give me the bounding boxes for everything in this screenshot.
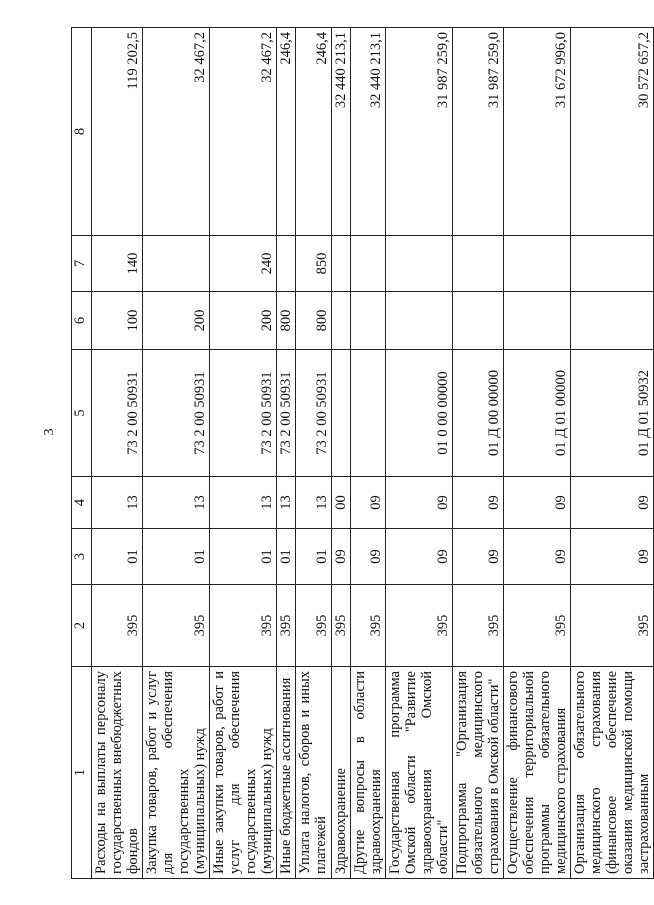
row-expense-subtype-cell: [571, 236, 654, 292]
row-amount-cell: 32 440 213,1: [351, 28, 386, 236]
row-section-cell: 09: [332, 529, 351, 585]
row-expense-type-cell: [332, 292, 351, 350]
row-target-article-cell: 73 2 00 50931: [296, 350, 332, 477]
row-expense-subtype-cell: [504, 236, 571, 292]
row-section-cell: 09: [386, 529, 453, 585]
row-subsection-cell: 13: [210, 477, 277, 529]
row-section-cell: 09: [351, 529, 386, 585]
row-amount-cell: 246,4: [277, 28, 296, 236]
page-number: 3: [42, 428, 57, 436]
row-subsection-cell: 13: [92, 477, 143, 529]
row-amount-cell: 31 672 996,0: [504, 28, 571, 236]
row-name-cell: Организация обязательного медицинского страхования (финансовое обеспечение оказания медицинской помощи застрахованным: [571, 667, 654, 879]
row-subsection-cell: 13: [296, 477, 332, 529]
row-code-cell: 395: [571, 585, 654, 667]
row-expense-subtype-cell: [143, 236, 210, 292]
row-code-cell: 395: [332, 585, 351, 667]
row-expense-subtype-cell: [332, 236, 351, 292]
row-amount-cell: 30 572 657,2: [571, 28, 654, 236]
row-name-cell: Осуществление финансового обеспечения территориальной программы обязательного медицинского страхования: [504, 667, 571, 879]
table-row: [277, 28, 296, 879]
row-name-cell: Иные бюджетные ассигнования: [277, 667, 296, 879]
table-row: [453, 28, 504, 879]
row-expense-type-cell: 100: [92, 292, 143, 350]
row-subsection-cell: 13: [277, 477, 296, 529]
row-section-cell: 09: [571, 529, 654, 585]
table-row: [351, 28, 386, 879]
row-target-article-cell: 01 0 00 00000: [386, 350, 453, 477]
row-expense-type-cell: [386, 292, 453, 350]
row-section-cell: 01: [277, 529, 296, 585]
row-subsection-cell: 09: [351, 477, 386, 529]
row-expense-type-cell: 200: [210, 292, 277, 350]
header-cell: 7: [72, 236, 92, 292]
row-amount-cell: 31 987 259,0: [453, 28, 504, 236]
row-target-article-cell: 73 2 00 50931: [210, 350, 277, 477]
row-subsection-cell: 09: [386, 477, 453, 529]
row-expense-subtype-cell: [277, 236, 296, 292]
row-name-cell: Иные закупки товаров, работ и услуг для обеспечения государственных (муниципальных) нужд: [210, 667, 277, 879]
row-code-cell: 395: [143, 585, 210, 667]
row-amount-cell: 32 467,2: [210, 28, 277, 236]
row-amount-cell: 32 440 213,1: [332, 28, 351, 236]
row-code-cell: 395: [386, 585, 453, 667]
row-target-article-cell: 73 2 00 50931: [143, 350, 210, 477]
table-row: [504, 28, 571, 879]
row-code-cell: 395: [210, 585, 277, 667]
row-amount-cell: 246,4: [296, 28, 332, 236]
row-code-cell: 395: [504, 585, 571, 667]
row-name-cell: Расходы на выплаты персоналу государственных внебюджетных фондов: [92, 667, 143, 879]
row-section-cell: 01: [92, 529, 143, 585]
row-expense-type-cell: [571, 292, 654, 350]
table-row: [332, 28, 351, 879]
row-section-cell: 09: [504, 529, 571, 585]
row-expense-subtype-cell: 240: [210, 236, 277, 292]
row-target-article-cell: 73 2 00 50931: [277, 350, 296, 477]
budget-table-page: [71, 28, 652, 879]
table-row: [92, 28, 143, 879]
row-expense-subtype-cell: [453, 236, 504, 292]
row-name-cell: Уплата налогов, сборов и иных платежей: [296, 667, 332, 879]
row-target-article-cell: 73 2 00 50931: [92, 350, 143, 477]
row-expense-subtype-cell: [351, 236, 386, 292]
table-row: [571, 28, 654, 879]
row-subsection-cell: 13: [143, 477, 210, 529]
row-target-article-cell: [351, 350, 386, 477]
header-cell: 8: [72, 28, 92, 236]
row-expense-type-cell: [453, 292, 504, 350]
row-target-article-cell: 01 Д 00 00000: [453, 350, 504, 477]
row-code-cell: 395: [277, 585, 296, 667]
row-amount-cell: 31 987 259,0: [386, 28, 453, 236]
row-expense-type-cell: 800: [277, 292, 296, 350]
row-expense-subtype-cell: [386, 236, 453, 292]
row-section-cell: 01: [143, 529, 210, 585]
row-section-cell: 09: [453, 529, 504, 585]
header-cell: 5: [72, 350, 92, 477]
row-code-cell: 395: [92, 585, 143, 667]
row-section-cell: 01: [296, 529, 332, 585]
header-cell: 4: [72, 477, 92, 529]
row-name-cell: Подпрограмма "Организация обязательного медицинского страхования в Омской области": [453, 667, 504, 879]
row-code-cell: 395: [453, 585, 504, 667]
header-cell: 6: [72, 292, 92, 350]
row-subsection-cell: 09: [571, 477, 654, 529]
table-row: [386, 28, 453, 879]
row-subsection-cell: 09: [453, 477, 504, 529]
row-name-cell: Закупка товаров, работ и услуг для обеспечения государственных (муниципальных) нужд: [143, 667, 210, 879]
row-amount-cell: 119 202,5: [92, 28, 143, 236]
header-cell: 2: [72, 585, 92, 667]
row-target-article-cell: 01 Д 01 50932: [571, 350, 654, 477]
row-section-cell: 01: [210, 529, 277, 585]
table-row: [210, 28, 277, 879]
table-row: [296, 28, 332, 879]
table-row: [143, 28, 210, 879]
header-cell: 1: [72, 667, 92, 879]
row-target-article-cell: [332, 350, 351, 477]
row-subsection-cell: 00: [332, 477, 351, 529]
row-expense-subtype-cell: 140: [92, 236, 143, 292]
row-code-cell: 395: [351, 585, 386, 667]
row-name-cell: Государственная программа Омской области "Развитие здравоохранения Омской области": [386, 667, 453, 879]
row-expense-type-cell: 200: [143, 292, 210, 350]
row-subsection-cell: 09: [504, 477, 571, 529]
row-target-article-cell: 01 Д 01 00000: [504, 350, 571, 477]
row-amount-cell: 32 467,2: [143, 28, 210, 236]
row-expense-type-cell: [504, 292, 571, 350]
header-cell: 3: [72, 529, 92, 585]
row-code-cell: 395: [296, 585, 332, 667]
row-expense-type-cell: 800: [296, 292, 332, 350]
row-name-cell: Здравоохранение: [332, 667, 351, 879]
budget-table: [71, 27, 654, 879]
row-expense-type-cell: [351, 292, 386, 350]
row-name-cell: Другие вопросы в области здравоохранения: [351, 667, 386, 879]
header-row: [72, 28, 92, 879]
row-expense-subtype-cell: 850: [296, 236, 332, 292]
